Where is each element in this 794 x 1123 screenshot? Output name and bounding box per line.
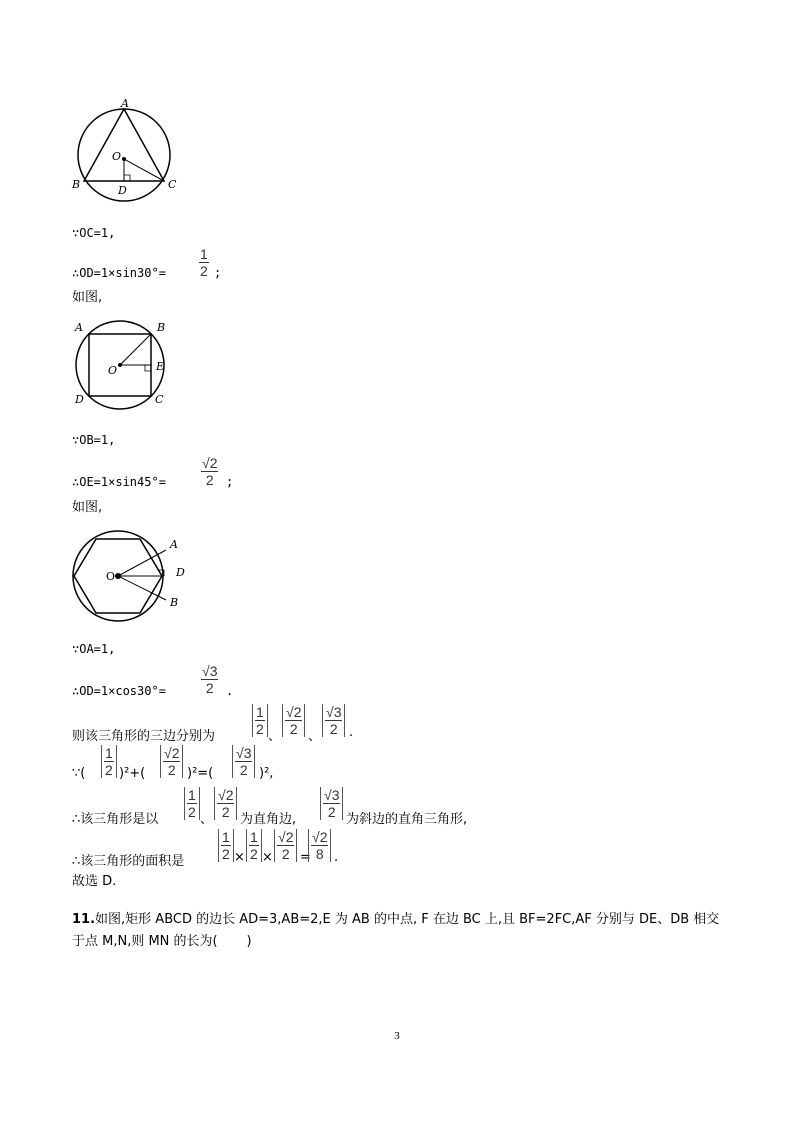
- label-d: D: [118, 184, 127, 197]
- label-o: O: [106, 570, 116, 583]
- label-c: C: [155, 393, 164, 406]
- question-text: 如图,矩形 ABCD 的边长 AD=3,AB=2,E 为 AB 的中点, F 在边 BC 上,且 BF=2FC,AF 分别与 DE、DB 相交于点 M,N,则 MN 的长为( ): [72, 912, 720, 949]
- semicolon: ;: [214, 266, 222, 280]
- fraction-root2-over-2: $\frac{√2}{2}$: [160, 745, 183, 778]
- fraction-one-half: $\frac{1}{2}$: [246, 829, 262, 862]
- fraction-one-half: $\frac{1}{2}$: [252, 704, 268, 737]
- line-ob: ∵OB=1,: [72, 433, 116, 447]
- label-e: E: [156, 360, 165, 373]
- label-a: A: [121, 98, 129, 110]
- line-oa: ∵OA=1,: [72, 642, 116, 656]
- figure-circle-hexagon: [70, 528, 192, 628]
- answer-line: 故选 D.: [72, 874, 117, 889]
- line-od-cos30: ∴OD=1×cos30°=: [72, 684, 166, 698]
- line-od-sin30: ∴OD=1×sin30°=: [72, 266, 166, 280]
- label-d: D: [176, 566, 185, 579]
- fraction-root2-over-2: $\frac{√2}{2}$: [274, 829, 297, 862]
- label-a: A: [170, 538, 178, 551]
- line-oe-sin45: ∴OE=1×sin45°=: [72, 475, 166, 489]
- label-b: B: [72, 178, 81, 191]
- line-as-shown: 如图,: [72, 500, 103, 515]
- fraction-root2-over-2: $\frac{√2}{2}$: [282, 704, 305, 737]
- fraction-root3-over-2: $\frac{√3}{2}$: [232, 745, 255, 778]
- label-b: B: [170, 596, 179, 609]
- fraction-one-half: $\frac{1}{2}$: [200, 246, 208, 279]
- semicolon: ;: [226, 475, 234, 489]
- fraction-root2-over-2: $\frac{√2}{2}$: [202, 455, 218, 488]
- question-number: 11.: [72, 912, 96, 927]
- label-c: C: [168, 178, 177, 191]
- fraction-one-half: $\frac{1}{2}$: [101, 745, 117, 778]
- fraction-one-half: $\frac{1}{2}$: [218, 829, 234, 862]
- line-oc: ∵OC=1,: [72, 226, 116, 240]
- figure-circle-triangle: [70, 98, 182, 202]
- fraction-root3-over-2: $\frac{√3}{2}$: [202, 663, 218, 696]
- period: .: [226, 684, 234, 698]
- label-b: B: [157, 321, 166, 334]
- fraction-root3-over-2: $\frac{√3}{2}$: [320, 787, 343, 820]
- fraction-root2-over-8: $\frac{√2}{8}$: [308, 829, 331, 862]
- fraction-root3-over-2: $\frac{√3}{2}$: [322, 704, 345, 737]
- page-number: 3: [394, 1030, 400, 1042]
- question-11: [72, 909, 722, 953]
- fraction-root2-over-2: $\frac{√2}{2}$: [214, 787, 237, 820]
- label-o: O: [108, 364, 118, 377]
- label-o: O: [112, 150, 122, 163]
- label-a: A: [75, 321, 83, 334]
- figure-circle-square: [70, 318, 178, 410]
- line-three-sides: 则该三角形的三边分别为: [72, 729, 216, 744]
- line-as-shown: 如图,: [72, 290, 103, 305]
- fraction-one-half: $\frac{1}{2}$: [184, 787, 200, 820]
- label-d: D: [75, 393, 84, 406]
